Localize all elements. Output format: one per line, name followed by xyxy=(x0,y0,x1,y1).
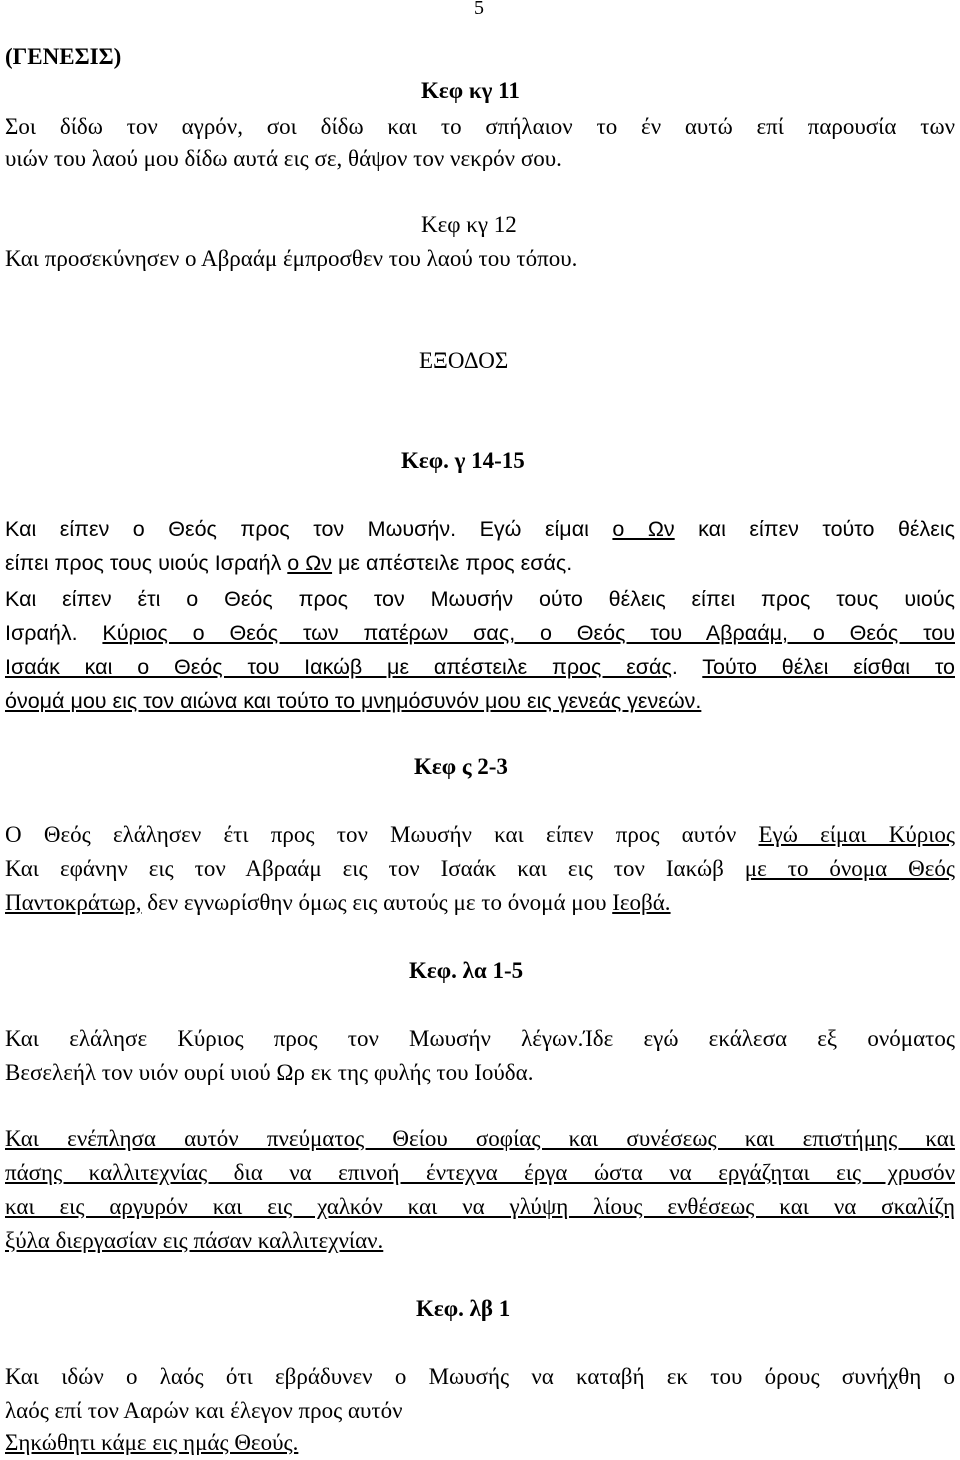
text-line: Σοι δίδω τον αγρόν, σοι δίδω και το σπήλαιον το έν αυτώ επί παρουσία των xyxy=(5,114,955,139)
text-line: Ο Θεός ελάλησεν έτι προς τον Μωυσήν και είπεν προς αυτόν Εγώ είμαι Κύριος xyxy=(5,822,955,847)
text-line: Και ιδών ο λαός ότι εβράδυνεν ο Μωυσής να καταβή εκ του όρους συνήχθη ο xyxy=(5,1364,955,1389)
section-title-ch23-11: Κεφ κγ 11 xyxy=(421,78,520,103)
text-line: πάσης καλλιτεχνίας δια να επινοή έντεχνα έργα ώστα να εργάζηται εις χρυσόν xyxy=(5,1160,955,1185)
text-line: όνομά μου εις τον αιώνα και τούτο το μνημόσυνόν μου εις γενεάς γενεών. xyxy=(5,689,702,713)
section-title-ch3-14-15: Κεφ. γ 14-15 xyxy=(401,448,525,473)
text-line: Και είπεν ο Θεός προς τον Μωυσήν. Εγώ είμαι ο Ων και είπεν τούτο θέλεις xyxy=(5,517,955,541)
exodus-heading: ΕΞΟΔΟΣ xyxy=(419,348,509,373)
section-title-ch32-1: Κεφ. λβ 1 xyxy=(416,1296,511,1321)
text-line: Και εφάνην εις τον Αβραάμ εις τον Ισαάκ και εις τον Ιακώβ με το όνομα Θεός xyxy=(5,856,956,881)
text-line: και εις αργυρόν και εις χαλκόν και να γλύψη λίους ενθέσεως και να σκαλίζη xyxy=(5,1194,955,1219)
text-line: λαός επί τον Ααρών και έλεγον προς αυτόν xyxy=(5,1398,403,1423)
section-title-ch6-2-3: Κεφ ς 2-3 xyxy=(414,754,508,779)
section-title-ch31-1-5: Κεφ. λα 1-5 xyxy=(409,958,524,983)
text-line: Σηκώθητι κάμε εις ημάς Θεούς. xyxy=(5,1430,299,1455)
text-line: Και ενέπλησα αυτόν πνεύματος Θείου σοφίας και συνέσεως και επιστήμης και xyxy=(5,1126,955,1151)
text-line: Βεσελεήλ τον υιόν ουρί υιού Ωρ εκ της φυλής του Ιούδα. xyxy=(5,1060,534,1085)
page-number: 5 xyxy=(474,0,484,19)
section-title-ch23-12: Κεφ κγ 12 xyxy=(421,212,517,237)
text-line: Και είπεν έτι ο Θεός προς τον Μωυσήν ούτο θέλεις είπει προς τους υιούς xyxy=(5,587,955,611)
text-line: Παντοκράτωρ, δεν εγνωρίσθην όμως εις αυτούς με το όνομά μου Ιεοβά. xyxy=(5,890,671,915)
text-line: είπει προς τους υιούς Ισραήλ ο Ων με απέστειλε προς εσάς. xyxy=(5,551,573,575)
text-line: Ισραήλ. Κύριος ο Θεός των πατέρων σας, ο Θεός του Αβραάμ, ο Θεός του xyxy=(5,621,955,645)
genesis-heading: (ΓΕΝΕΣΙΣ) xyxy=(5,44,122,69)
text-line: ξύλα διεργασίαν εις πάσαν καλλιτεχνίαν. xyxy=(5,1228,384,1253)
text-line: Και ελάλησε Κύριος προς τον Μωυσήν λέγων.Ίδε εγώ εκάλεσα εξ ονόματος xyxy=(5,1026,955,1051)
text-line: υιών του λαού μου δίδω αυτά εις σε, θάψον τον νεκρόν σου. xyxy=(5,146,562,171)
text-line: Και προσεκύνησεν ο Αβραάμ έμπροσθεν του λαού του τόπου. xyxy=(5,246,578,271)
text-line: Ισαάκ και ο Θεός του Ιακώβ με απέστειλε προς εσάς. Τούτο θέλει είσθαι το xyxy=(5,655,955,679)
